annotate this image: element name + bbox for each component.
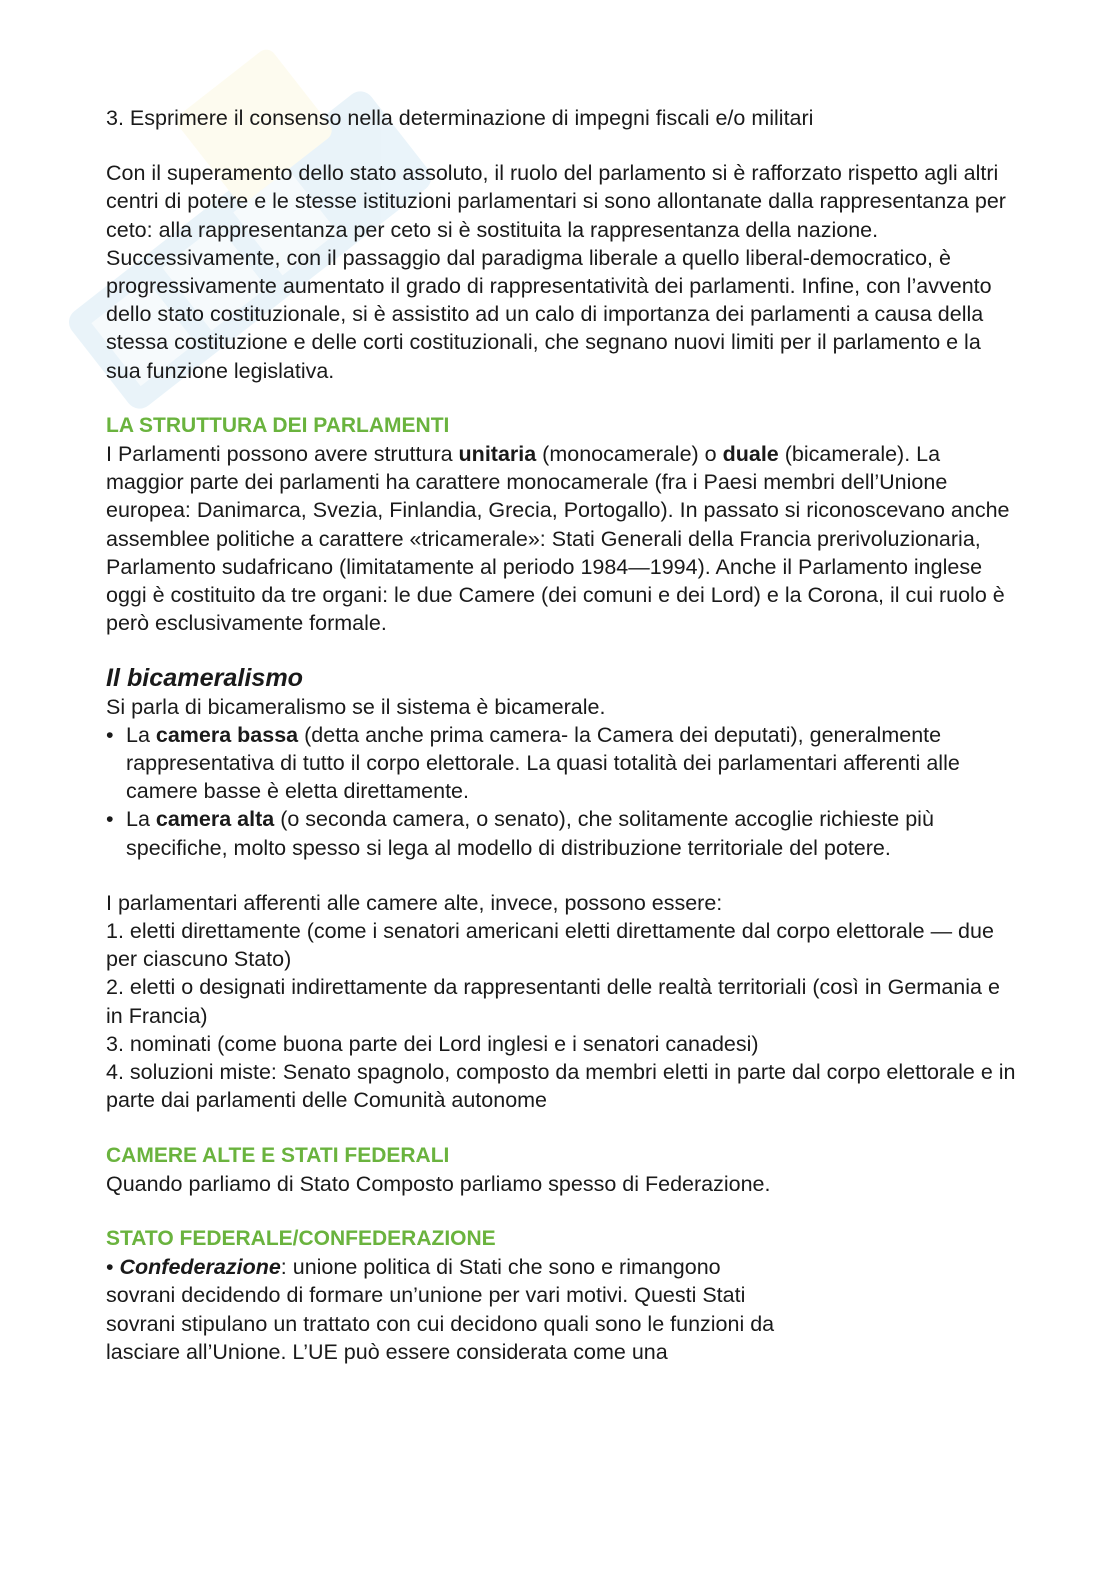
- term-unitaria: unitaria: [458, 442, 537, 467]
- term-camera-alta: camera alta: [155, 807, 275, 832]
- list-item: • La camera bassa (detta anche prima camera- la Camera dei deputati), generalmente rappresentativa di tutto il corpo elettorale. La quasi totalità dei parlamentari afferenti alle camere basse è eletta direttamente.: [106, 722, 960, 804]
- bullet-glyph: •: [106, 1255, 114, 1280]
- bicameralismo-bullet-list: [106, 721, 1016, 862]
- bullet-glyph: •: [106, 807, 114, 832]
- list-item: 4. soluzioni miste: Senato spagnolo, composto da membri eletti in parte dal corpo elettorale e in parte dai parlamenti delle Comunità autonome: [106, 1060, 1016, 1113]
- camere-alte-text: Quando parliamo di Stato Composto parliamo spesso di Federazione.: [106, 1171, 771, 1196]
- term-camera-bassa: camera bassa: [155, 722, 299, 747]
- section-heading-camere-alte: CAMERE ALTE E STATI FEDERALI: [106, 1143, 450, 1167]
- list-item: • La camera alta (o seconda camera, o senato), che solitamente accoglie richieste più specifiche, molto spesso si lega al modello di distribuzione territoriale del potere.: [106, 807, 934, 860]
- section-heading-struttura: LA STRUTTURA DEI PARLAMENTI: [106, 413, 450, 437]
- list-item: 3. nominati (come buona parte dei Lord inglesi e i senatori canadesi): [106, 1031, 759, 1056]
- history-paragraph: Con il superamento dello stato assoluto, il ruolo del parlamento si è rafforzato rispetto agli altri centri di potere e le stesse istituzioni parlamentari si sono allontanate dalla rappresentanza per ceto: alla rappresentanza per ceto si è sostituita la rappresentanza della nazione. Successivamente, con il passaggio dal paradigma liberale a quello liberal-democratico, è progressivamente aumentato il grado di rappresentatività dei parlamenti. Infine, con l’avvento dello stato costituzionale, si è assistito ad un calo di importanza dei parlamenti a causa della stessa costituzione e delle corti costituzionali, che segnano nuovi limiti per il parlamento e la sua funzione legislativa.: [106, 161, 1006, 383]
- bicameralismo-intro: Si parla di bicameralismo se il sistema è bicamerale.: [106, 694, 606, 719]
- section-heading-stato-federale: STATO FEDERALE/CONFEDERAZIONE: [106, 1226, 496, 1250]
- bullet-glyph: •: [106, 722, 114, 747]
- term-duale: duale: [722, 442, 779, 467]
- list-item: 1. eletti direttamente (come i senatori americani eletti direttamente dal corpo elettorale — due per ciascuno Stato): [106, 919, 994, 972]
- struttura-paragraph: I Parlamenti possono avere struttura unitaria (monocamerale) o duale (bicamerale). La maggior parte dei parlamenti ha carattere monocamerale (fra i Paesi membri dell’Unione europea: Danimarca, Svezia, Finlandia, Grecia, Portogallo). In passato si riconoscevano anche assemblee politiche a carattere «tricamerale»: Stati Generali della Francia prerivoluzionaria, Parlamento sudafricano (limitatamente al periodo 1984—1994). Anche il Parlamento inglese oggi è costituito da tre organi: le due Camere (dei comuni e dei Lord) e la Corona, il cui ruolo è però esclusivamente formale.: [106, 442, 1010, 636]
- camere-alte-intro: I parlamentari afferenti alle camere alte, invece, possono essere:: [106, 890, 723, 915]
- document-page: [106, 104, 1016, 1366]
- term-confederazione: Confederazione: [119, 1255, 281, 1280]
- confederazione-line-3: sovrani stipulano un trattato con cui decidono quali sono le funzioni da: [106, 1311, 775, 1336]
- list-item: 2. eletti o designati indirettamente da rappresentanti delle realtà territoriali (così in Germania e in Francia): [106, 975, 1000, 1028]
- subheading-bicameralismo: Il bicameralismo: [106, 664, 304, 693]
- confederazione-line-2: sovrani decidendo di formare un’unione per vari motivi. Questi Stati: [106, 1283, 746, 1308]
- confederazione-line-1: • Confederazione: unione politica di Stati che sono e rimangono: [106, 1255, 721, 1280]
- intro-item: 3. Esprimere il consenso nella determinazione di impegni fiscali e/o militari: [106, 106, 814, 130]
- confederazione-line-4: lasciare all’Unione. L’UE può essere considerata come una: [106, 1339, 668, 1364]
